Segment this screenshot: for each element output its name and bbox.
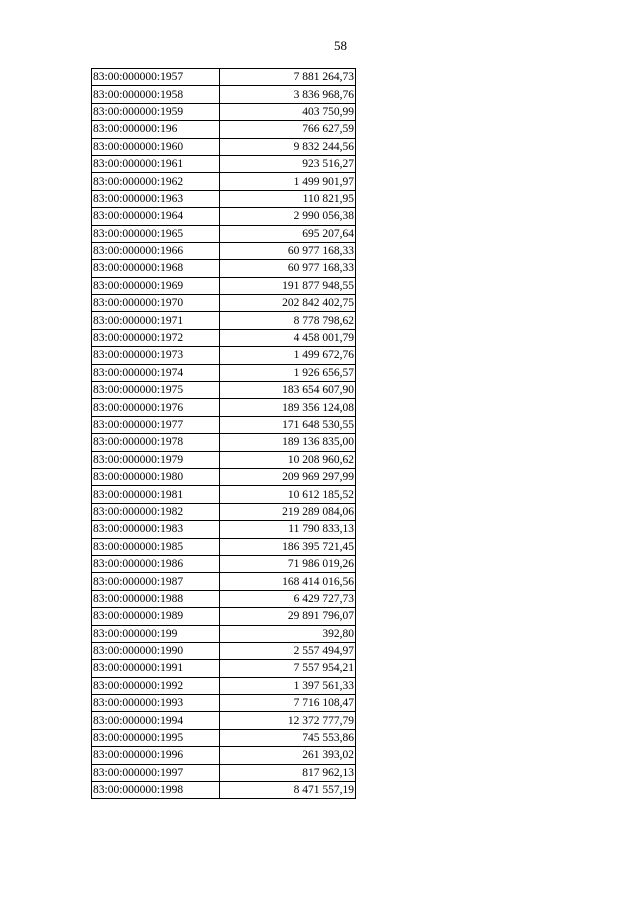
table-row — [92, 103, 356, 120]
table-row — [92, 451, 356, 468]
cadastral-value-cell: 209 969 297,99 — [220, 468, 356, 485]
table-row — [92, 295, 356, 312]
table-row — [92, 86, 356, 103]
cadastral-number-cell: 83:00:000000:1961 — [92, 155, 220, 172]
cadastral-number-cell: 83:00:000000:1959 — [92, 103, 220, 120]
table-row — [92, 729, 356, 746]
table-row — [92, 138, 356, 155]
table-row — [92, 364, 356, 381]
cadastral-value-cell: 189 356 124,08 — [220, 399, 356, 416]
cadastral-number-cell: 83:00:000000:1982 — [92, 503, 220, 520]
table-row — [92, 69, 356, 86]
cadastral-number-cell: 83:00:000000:1976 — [92, 399, 220, 416]
cadastral-value-cell: 183 654 607,90 — [220, 382, 356, 399]
cadastral-value-cell: 8 778 798,62 — [220, 312, 356, 329]
cadastral-value-cell: 191 877 948,55 — [220, 277, 356, 294]
table-row — [92, 329, 356, 346]
table-row — [92, 712, 356, 729]
cadastral-number-cell: 83:00:000000:1965 — [92, 225, 220, 242]
cadastral-value-cell: 392,80 — [220, 625, 356, 642]
table-row — [92, 173, 356, 190]
table-row — [92, 208, 356, 225]
table-row — [92, 625, 356, 642]
cadastral-number-cell: 83:00:000000:1988 — [92, 590, 220, 607]
cadastral-number-cell: 83:00:000000:1997 — [92, 764, 220, 781]
cadastral-number-cell: 83:00:000000:1972 — [92, 329, 220, 346]
cadastral-value-cell: 1 926 656,57 — [220, 364, 356, 381]
cadastral-number-cell: 83:00:000000:1996 — [92, 747, 220, 764]
cadastral-number-cell: 83:00:000000:196 — [92, 121, 220, 138]
cadastral-value-cell: 4 458 001,79 — [220, 329, 356, 346]
cadastral-number-cell: 83:00:000000:1960 — [92, 138, 220, 155]
table-row — [92, 416, 356, 433]
cadastral-number-cell: 83:00:000000:1964 — [92, 208, 220, 225]
cadastral-value-cell: 189 136 835,00 — [220, 434, 356, 451]
cadastral-number-cell: 83:00:000000:1962 — [92, 173, 220, 190]
cadastral-value-cell: 766 627,59 — [220, 121, 356, 138]
cadastral-number-cell: 83:00:000000:1958 — [92, 86, 220, 103]
cadastral-value-cell: 1 499 672,76 — [220, 347, 356, 364]
cadastral-number-cell: 83:00:000000:1987 — [92, 573, 220, 590]
cadastral-value-cell: 71 986 019,26 — [220, 555, 356, 572]
table-row — [92, 468, 356, 485]
table-row — [92, 695, 356, 712]
cadastral-number-cell: 83:00:000000:1973 — [92, 347, 220, 364]
table-row — [92, 782, 356, 799]
table-row — [92, 399, 356, 416]
cadastral-number-cell: 83:00:000000:199 — [92, 625, 220, 642]
cadastral-number-cell: 83:00:000000:1980 — [92, 468, 220, 485]
cadastral-number-cell: 83:00:000000:1986 — [92, 555, 220, 572]
cadastral-value-cell: 9 832 244,56 — [220, 138, 356, 155]
table-row — [92, 660, 356, 677]
table-row — [92, 555, 356, 572]
cadastral-number-cell: 83:00:000000:1994 — [92, 712, 220, 729]
cadastral-value-cell: 817 962,13 — [220, 764, 356, 781]
table-row — [92, 573, 356, 590]
cadastral-value-cell: 3 836 968,76 — [220, 86, 356, 103]
cadastral-value-cell: 110 821,95 — [220, 190, 356, 207]
table-row — [92, 155, 356, 172]
cadastral-number-cell: 83:00:000000:1974 — [92, 364, 220, 381]
cadastral-number-cell: 83:00:000000:1995 — [92, 729, 220, 746]
cadastral-value-cell: 219 289 084,06 — [220, 503, 356, 520]
cadastral-number-cell: 83:00:000000:1989 — [92, 608, 220, 625]
cadastral-number-cell: 83:00:000000:1957 — [92, 69, 220, 86]
cadastral-number-cell: 83:00:000000:1977 — [92, 416, 220, 433]
cadastral-value-cell: 12 372 777,79 — [220, 712, 356, 729]
cadastral-number-cell: 83:00:000000:1992 — [92, 677, 220, 694]
cadastral-number-cell: 83:00:000000:1969 — [92, 277, 220, 294]
cadastral-value-cell: 2 990 056,38 — [220, 208, 356, 225]
table-row — [92, 190, 356, 207]
cadastral-number-cell: 83:00:000000:1970 — [92, 295, 220, 312]
cadastral-number-cell: 83:00:000000:1963 — [92, 190, 220, 207]
table-row — [92, 434, 356, 451]
cadastral-value-cell: 60 977 168,33 — [220, 260, 356, 277]
cadastral-value-cell: 202 842 402,75 — [220, 295, 356, 312]
table-row — [92, 503, 356, 520]
cadastral-value-cell: 695 207,64 — [220, 225, 356, 242]
table-row — [92, 747, 356, 764]
table-row — [92, 121, 356, 138]
cadastral-value-cell: 261 393,02 — [220, 747, 356, 764]
page-number: 58 — [334, 38, 347, 53]
cadastral-number-cell: 83:00:000000:1978 — [92, 434, 220, 451]
table-row — [92, 382, 356, 399]
cadastral-value-cell: 7 557 954,21 — [220, 660, 356, 677]
cadastral-value-cell: 171 648 530,55 — [220, 416, 356, 433]
cadastral-number-cell: 83:00:000000:1981 — [92, 486, 220, 503]
table-row — [92, 486, 356, 503]
cadastral-number-cell: 83:00:000000:1975 — [92, 382, 220, 399]
cadastral-value-cell: 6 429 727,73 — [220, 590, 356, 607]
table-row — [92, 590, 356, 607]
cadastral-value-cell: 11 790 833,13 — [220, 521, 356, 538]
cadastral-value-cell: 10 208 960,62 — [220, 451, 356, 468]
table-row — [92, 521, 356, 538]
cadastral-number-cell: 83:00:000000:1985 — [92, 538, 220, 555]
cadastral-value-cell: 2 557 494,97 — [220, 642, 356, 659]
table-row — [92, 764, 356, 781]
table-row — [92, 260, 356, 277]
cadastral-number-cell: 83:00:000000:1966 — [92, 242, 220, 259]
cadastral-number-cell: 83:00:000000:1991 — [92, 660, 220, 677]
table-row — [92, 538, 356, 555]
cadastral-number-cell: 83:00:000000:1971 — [92, 312, 220, 329]
cadastral-number-cell: 83:00:000000:1983 — [92, 521, 220, 538]
cadastral-value-cell: 7 881 264,73 — [220, 69, 356, 86]
cadastral-value-cell: 60 977 168,33 — [220, 242, 356, 259]
cadastral-number-cell: 83:00:000000:1968 — [92, 260, 220, 277]
cadastral-value-cell: 923 516,27 — [220, 155, 356, 172]
cadastral-number-cell: 83:00:000000:1979 — [92, 451, 220, 468]
cadastral-value-table — [91, 68, 356, 799]
table-row — [92, 312, 356, 329]
table-row — [92, 677, 356, 694]
cadastral-number-cell: 83:00:000000:1998 — [92, 782, 220, 799]
cadastral-value-cell: 7 716 108,47 — [220, 695, 356, 712]
table-row — [92, 608, 356, 625]
table-row — [92, 242, 356, 259]
table-body — [92, 69, 356, 799]
cadastral-value-cell: 1 499 901,97 — [220, 173, 356, 190]
cadastral-value-cell: 186 395 721,45 — [220, 538, 356, 555]
cadastral-value-cell: 29 891 796,07 — [220, 608, 356, 625]
cadastral-number-cell: 83:00:000000:1990 — [92, 642, 220, 659]
cadastral-value-cell: 1 397 561,33 — [220, 677, 356, 694]
cadastral-value-cell: 403 750,99 — [220, 103, 356, 120]
cadastral-value-cell: 168 414 016,56 — [220, 573, 356, 590]
table-row — [92, 225, 356, 242]
cadastral-number-cell: 83:00:000000:1993 — [92, 695, 220, 712]
table-row — [92, 347, 356, 364]
cadastral-value-cell: 8 471 557,19 — [220, 782, 356, 799]
cadastral-value-cell: 10 612 185,52 — [220, 486, 356, 503]
table-row — [92, 277, 356, 294]
cadastral-value-cell: 745 553,86 — [220, 729, 356, 746]
table-row — [92, 642, 356, 659]
